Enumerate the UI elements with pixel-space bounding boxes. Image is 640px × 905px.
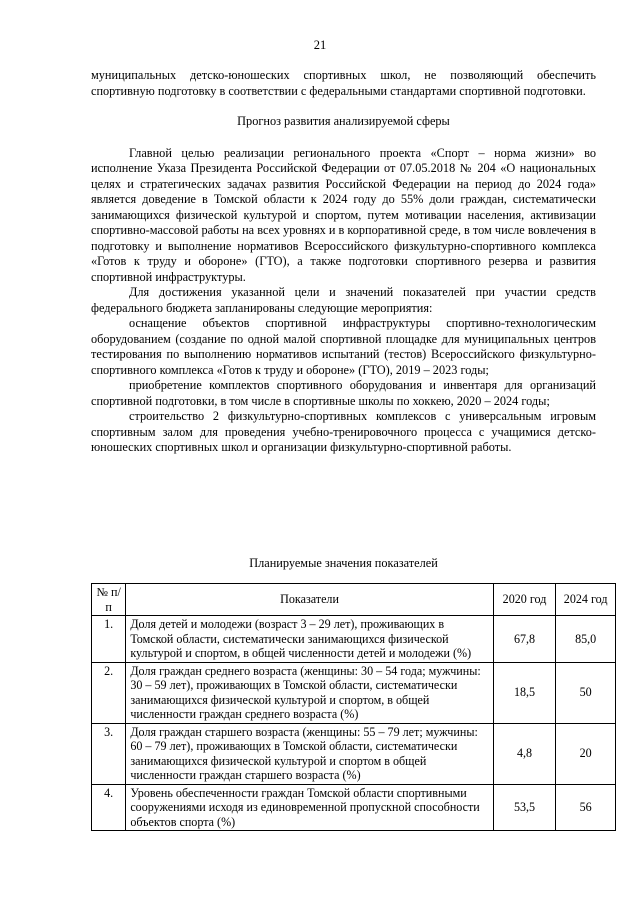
row-indicator: Доля детей и молодежи (возраст 3 – 29 лет), проживающих в Томской области, систематически занимающихся физической культурой и спортом, в общей численности детей и молодежи (%) (126, 616, 493, 663)
table-header-row (92, 584, 616, 616)
section-title: Прогноз развития анализируемой сферы (237, 114, 450, 128)
header-year-2024: 2024 год (556, 584, 616, 616)
row-value-2024: 50 (556, 662, 616, 723)
row-indicator: Доля граждан старшего возраста (женщины: 55 – 79 лет; мужчины: 60 – 79 лет), проживающих в Томской области, систематически занимающихся физической культурой и спортом в общей численности граждан старшего возраста (%) (126, 723, 493, 784)
row-indicator: Уровень обеспеченности граждан Томской области спортивными сооружениями исходя из единовременной пропускной способности объектов спорта (%) (126, 784, 493, 831)
table-row (92, 784, 616, 831)
paragraph-measures-intro: Для достижения указанной цели и значений показателей при участии средств федерального бюджета запланированы следующие мероприятия: (91, 285, 596, 315)
row-num: 1. (92, 616, 126, 663)
intro-paragraph: муниципальных детско-юношеских спортивных школ, не позволяющий обеспечить спортивную подготовку в соответствии с федеральными стандартами спортивной подготовки. (91, 68, 596, 98)
table-row (92, 662, 616, 723)
row-value-2024: 56 (556, 784, 616, 831)
paragraph-measure-purchase: приобретение комплектов спортивного оборудования и инвентаря для организаций спортивной подготовки, в том числе в спортивные школы по хоккею, 2020 – 2024 годы; (91, 378, 596, 408)
row-value-2020: 53,5 (493, 784, 556, 831)
row-value-2024: 85,0 (556, 616, 616, 663)
row-value-2024: 20 (556, 723, 616, 784)
table-title: Планируемые значения показателей (249, 556, 438, 570)
header-num: № п/п (92, 584, 126, 616)
table-row (92, 723, 616, 784)
indicators-table (91, 583, 616, 831)
row-num: 2. (92, 662, 126, 723)
row-value-2020: 18,5 (493, 662, 556, 723)
header-year-2020: 2020 год (493, 584, 556, 616)
row-value-2020: 4,8 (493, 723, 556, 784)
document-body (91, 68, 596, 456)
row-num: 4. (92, 784, 126, 831)
row-num: 3. (92, 723, 126, 784)
page-number: 21 (313, 38, 327, 52)
paragraph-measure-equipment: оснащение объектов спортивной инфраструктуры спортивно-технологическим оборудованием (создание по одной малой спортивной площадке для муниципальных центров тестирования по выполнению нормативов испытаний (тестов) Всероссийского физкультурно-спортивного комплекса «Готов к труду и обороне» (ГТО), 2019 – 2023 годы; (91, 316, 596, 377)
table-row (92, 616, 616, 663)
paragraph-goal: Главной целью реализации регионального проекта «Спорт – норма жизни» во исполнение Указа Президента Российской Федерации от 07.05.2018 № 204 «О национальных целях и стратегических задачах развития Российской Федерации на период до 2024 года» является доведение в Томской области к 2024 году до 55% доли граждан, систематически занимающихся физической культурой и спортом, путем мотивации населения, активизации спортивно-массовой работы на всех уровнях и в корпоративной среде, в том числе вовлечения в подготовку и выполнение нормативов Всероссийского физкультурно-спортивного комплекса «Готов к труду и обороне» (ГТО), а также подготовки спортивного резерва и развития спортивной инфраструктуры. (91, 145, 596, 284)
row-indicator: Доля граждан среднего возраста (женщины: 30 – 54 года; мужчины: 30 – 59 лет), проживающих в Томской области, систематически занимающихся физической культурой и спортом, в общей численности граждан среднего возраста (%) (126, 662, 493, 723)
header-indicator: Показатели (126, 584, 493, 616)
row-value-2020: 67,8 (493, 616, 556, 663)
paragraph-measure-construction: строительство 2 физкультурно-спортивных комплексов с универсальным игровым спортивным залом для проведения учебно-тренировочного процесса с учащимися детско-юношеских спортивных школ и организации физкультурно-спортивной работы. (91, 409, 596, 454)
